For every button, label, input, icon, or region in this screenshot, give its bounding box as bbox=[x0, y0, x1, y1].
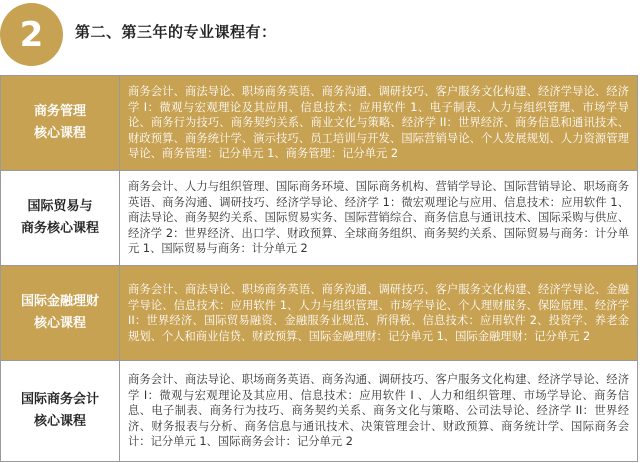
program-row-business-management bbox=[1, 76, 637, 171]
program-courses-text: 商务会计、商法导论、职场商务英语、商务沟通、调研技巧、客户服务文化构建、经济学导论、经济学 I：微观与宏观理论及其应用、信息技术：应用软件 I 、人力和组织管理、市场学导论、商务信息、电子制表、商务行为技巧、商务契约关系、商务文化与策略、公司法导论、经济学 II：世界经济、财务报表与分析、商务信息与通讯技术、决策管理会计、财政预算、商务统计学、国际商务会计：记分单元 1、国际商务会计：记分单元 2 bbox=[128, 373, 629, 449]
program-courses bbox=[120, 171, 637, 265]
program-label-line1: 国际商务会计 bbox=[20, 392, 99, 407]
program-row-international-accounting bbox=[1, 361, 637, 461]
program-label bbox=[1, 171, 120, 265]
program-courses-text: 商务会计、商法导论、职场商务英语、商务沟通、调研技巧、客户服务文化构建、经济学导论、金融学导论、信息技术：应用软件 1、人力与组织管理、市场学导论、个人理财服务、保险原理、经济学 II：世界经济、国际贸易融资、金融服务业规范、所得税、信息技术：应用软件 2、投资学、养老金规划、个人和商业信贷、财政预算、国际金融理财：记分单元 1、国际金融理财：记分单元 2 bbox=[128, 283, 629, 343]
program-label bbox=[1, 361, 120, 461]
program-label-line2: 商务核心课程 bbox=[20, 221, 99, 236]
section-number: 2 bbox=[19, 14, 44, 55]
program-row-international-trade bbox=[1, 171, 637, 266]
program-courses bbox=[120, 76, 637, 170]
program-label-line2: 核心课程 bbox=[33, 316, 86, 331]
section-number-badge bbox=[0, 3, 63, 66]
section-header bbox=[0, 0, 640, 72]
program-courses-text: 商务会计、商法导论、职场商务英语、商务沟通、调研技巧、客户服务文化构建、经济学导论、经济学 I：微观与宏观理论及其应用、信息技术：应用软件 1、电子制表、人力与组织管理、市场学导论、商务行为技巧、商务契约关系、商业文化与策略、经济学 II：世界经济、商务信息和通讯技术、财政预算、商务统计学、演示技巧、员工培训与开发、国际营销导论、个人发展规划、人力资源管理导论、商务管理：记分单元 1、商务管理：记分单元 2 bbox=[128, 85, 629, 161]
program-label-line1: 国际贸易与 bbox=[27, 199, 93, 214]
program-label-line1: 国际金融理财 bbox=[20, 294, 99, 309]
program-label bbox=[1, 266, 120, 360]
program-label-line2: 核心课程 bbox=[33, 414, 86, 429]
program-courses bbox=[120, 266, 637, 360]
program-courses-text: 商务会计、人力与组织管理、国际商务环境、国际商务机构、营销学导论、国际营销导论、职场商务英语、商务沟通、调研技巧、经济学导论、经济学 1：微宏观理论与应用、信息技术：应用软件 1、商法导论、商务契约关系、国际贸易实务、国际营销综合、商务信息与通讯技术、国际采购与供应、经济学 2：世界经济、出口学、财政预算、全球商务组织、商务契约关系、国际贸易与商务：计分单元 1、国际贸易与商务：计分单元 2 bbox=[128, 180, 629, 256]
program-row-international-finance bbox=[1, 266, 637, 361]
program-label-line1: 商务管理 bbox=[33, 104, 86, 119]
program-label-line2: 核心课程 bbox=[33, 126, 86, 141]
program-label bbox=[1, 76, 120, 170]
course-table bbox=[0, 75, 638, 462]
section-title: 第二、第三年的专业课程有： bbox=[75, 23, 277, 41]
program-courses bbox=[120, 361, 637, 461]
